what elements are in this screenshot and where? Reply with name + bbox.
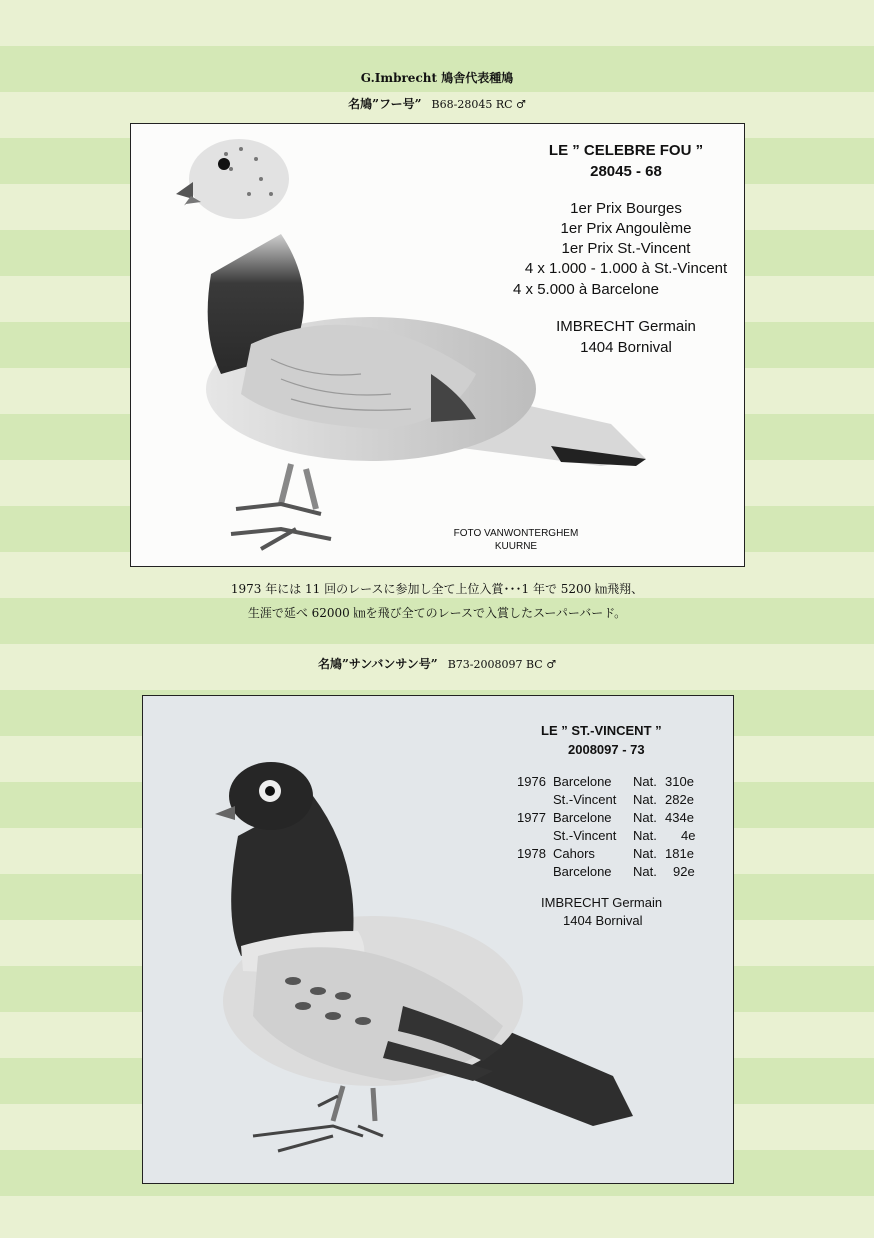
bird2-photo — [142, 695, 734, 1184]
bird2-heading — [0, 655, 874, 672]
bird2-card-number: 2008097 - 73 — [568, 742, 645, 757]
bird1-card-number: 28045 - 68 — [590, 163, 662, 180]
result-level: Nat. — [633, 774, 657, 789]
result-race: Barcelone — [553, 864, 612, 879]
result-place: 4e — [681, 828, 696, 843]
bird2-address: 1404 Bornival — [563, 913, 643, 928]
result-race: Barcelone — [553, 774, 612, 789]
photo-credit-city: KUURNE — [494, 541, 538, 552]
bird1-heading — [0, 95, 874, 112]
result-level: Nat. — [633, 810, 657, 825]
bird2-owner: IMBRECHT Germain — [541, 895, 663, 910]
result-level: Nat. — [633, 864, 657, 879]
bird1-result: 1er Prix St.-Vincent — [561, 240, 691, 257]
result-level: Nat. — [633, 792, 657, 807]
result-race: Cahors — [553, 846, 595, 861]
bird1-result: 4 x 5.000 à Barcelone — [513, 281, 659, 298]
bird1-address: 1404 Bornival — [580, 339, 672, 356]
page-title: G.Imbrecht 鳩舎代表種鳩 — [360, 71, 514, 85]
result-year: 1977 — [517, 810, 546, 825]
photo-credit: FOTO VANWONTERGHEM — [453, 528, 579, 539]
bird2-name: 名鳩”サンバンサン号” — [317, 657, 438, 671]
result-place: 181e — [665, 846, 694, 861]
result-place: 310e — [665, 774, 694, 789]
bird1-result: 1er Prix Bourges — [570, 200, 682, 217]
result-level: Nat. — [633, 846, 657, 861]
bird1-owner: IMBRECHT Germain — [556, 318, 696, 335]
bird2-ring: B73-2008097 BC ♂ — [447, 658, 557, 671]
result-race: Barcelone — [553, 810, 612, 825]
pigeon-illustration-2 — [143, 696, 734, 1184]
result-year: 1976 — [517, 774, 546, 789]
result-place: 92e — [673, 864, 695, 879]
bird1-result: 4 x 1.000 - 1.000 à St.-Vincent — [524, 260, 728, 277]
bird1-name: 名鳩”フー号” — [348, 97, 422, 111]
bird1-ring: B68-28045 RC ♂ — [431, 98, 526, 111]
result-race: St.-Vincent — [553, 792, 617, 807]
bird1-result: 1er Prix Angoulème — [560, 220, 692, 237]
bird1-caption-line2: 生涯で延べ 62000 ㎞を飛び全てのレースで入賞したスーパーバード。 — [247, 606, 627, 620]
bird2-card-title: LE ” ST.-VINCENT ” — [541, 723, 662, 738]
bird1-card-title: LE ” CELEBRE FOU ” — [548, 142, 704, 159]
result-place: 434e — [665, 810, 694, 825]
bird1-caption-line1: 1973 年には 11 回のレースに参加し全て上位入賞･･･1 年で 5200 ㎞飛翔、 — [230, 582, 644, 596]
result-level: Nat. — [633, 828, 657, 843]
result-place: 282e — [665, 792, 694, 807]
result-race: St.-Vincent — [553, 828, 617, 843]
bird1-photo — [130, 123, 745, 567]
result-year: 1978 — [517, 846, 546, 861]
